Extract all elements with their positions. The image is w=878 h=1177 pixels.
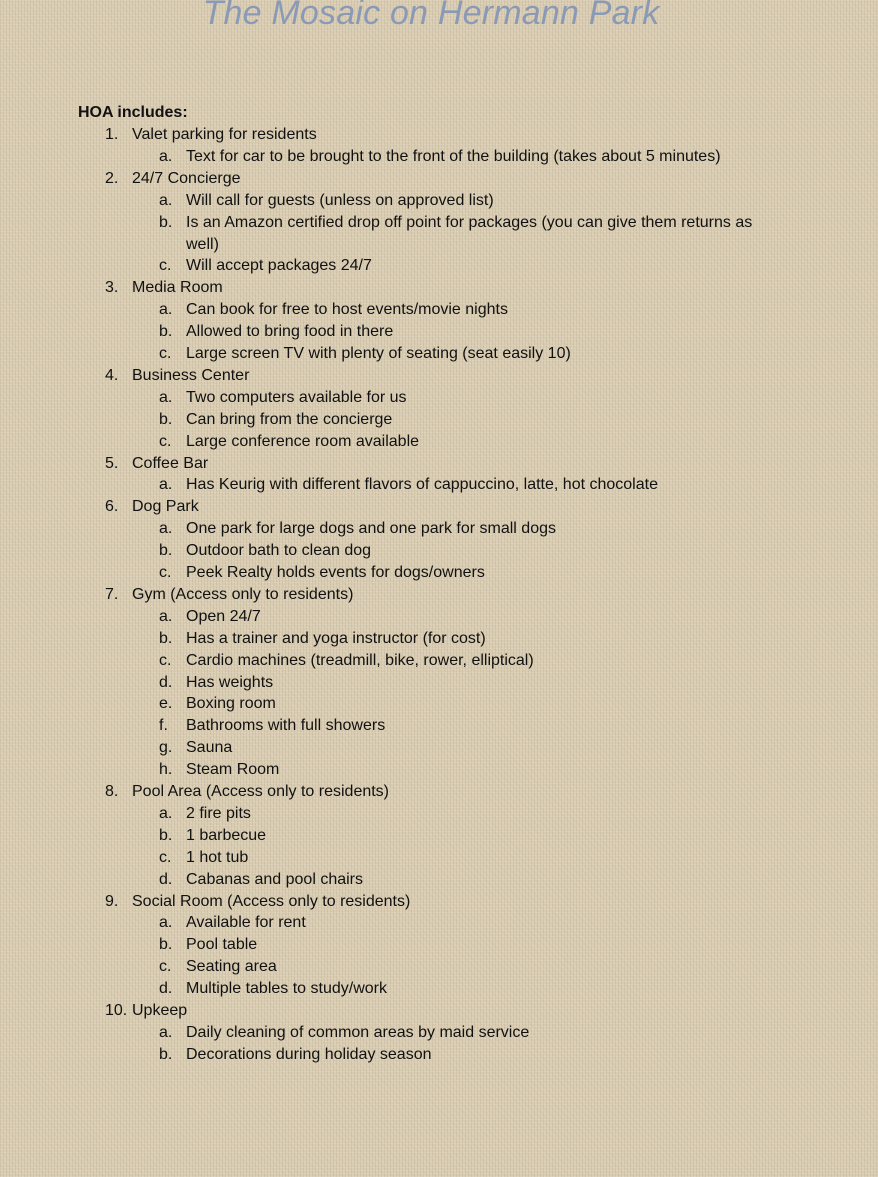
list-item-label: Pool Area (Access only to residents) — [132, 783, 390, 801]
sub-list-item-letter: d. — [159, 870, 173, 888]
sub-list-item — [0, 672, 878, 694]
sub-list-item — [0, 255, 878, 277]
section-heading: HOA includes: — [78, 104, 188, 121]
sub-list-item — [0, 978, 878, 1000]
sub-list-item-text: Bathrooms with full showers — [186, 717, 386, 735]
sub-list-item — [0, 343, 878, 365]
sub-list-item-text: Sauna — [186, 739, 233, 757]
sub-list-item-letter: a. — [159, 301, 173, 319]
list-item-row — [0, 781, 878, 803]
sub-list-item-letter: b. — [159, 936, 173, 954]
sub-list-item — [0, 1022, 878, 1044]
list-item — [0, 168, 878, 278]
sub-list-item — [0, 387, 878, 409]
list-item-number: 7. — [105, 585, 119, 603]
list-item-label: Dog Park — [132, 498, 199, 516]
list-item-row — [0, 453, 878, 475]
sub-list-item — [0, 190, 878, 212]
sub-list-item-text: Two computers available for us — [186, 388, 407, 406]
list-item-row — [0, 496, 878, 518]
sub-list-item-text: Boxing room — [186, 695, 276, 713]
sub-list-item — [0, 146, 878, 168]
sub-list-item — [0, 606, 878, 628]
list-item-number: 5. — [105, 454, 119, 472]
sub-list-item — [0, 431, 878, 453]
list-item-number: 6. — [105, 498, 119, 516]
sub-list-item-letter: a. — [159, 147, 173, 165]
sub-list-item-text: Daily cleaning of common areas by maid service — [186, 1024, 530, 1041]
list-item-label: Coffee Bar — [132, 454, 209, 472]
sub-list-item-text: Available for rent — [186, 914, 306, 932]
list-item — [0, 584, 878, 781]
list-item-row — [0, 1000, 878, 1022]
list-item-number: 2. — [105, 169, 119, 187]
list-item-number: 3. — [105, 279, 119, 297]
sub-list-item-letter: h. — [159, 761, 173, 779]
list-item — [0, 453, 878, 497]
page-title: The Mosaic on Hermann Park — [202, 0, 660, 32]
sub-list-item-letter: a. — [159, 388, 173, 406]
list-item-row — [0, 584, 878, 606]
sub-list-item-text: One park for large dogs and one park for small dogs — [186, 520, 556, 538]
list-item-label: Business Center — [132, 366, 250, 384]
list-item — [0, 1000, 878, 1066]
list-item — [0, 891, 878, 1001]
list-item-label: Upkeep — [132, 1002, 188, 1020]
sub-list-item-text: Open 24/7 — [186, 607, 261, 625]
sub-list-item-text: Steam Room — [186, 761, 280, 779]
sub-list-item — [0, 540, 878, 562]
sub-list-item — [0, 693, 878, 715]
sub-list-item — [0, 869, 878, 891]
sub-list-item-letter: a. — [159, 607, 173, 625]
sub-list-item-text: 1 barbecue — [186, 826, 267, 844]
amenities-list — [0, 124, 878, 1066]
sub-list-item-letter: a. — [159, 804, 173, 822]
sub-list-item-letter: b. — [159, 826, 173, 844]
sub-list-item-text: Seating area — [186, 958, 277, 976]
sub-list-item — [0, 934, 878, 956]
sub-list-item-text: Can book for free to host events/movie nights — [186, 301, 508, 319]
sub-list-item-letter: f. — [159, 717, 168, 735]
sub-list-item-text: Pool table — [186, 936, 258, 954]
sub-list-item — [0, 956, 878, 978]
sub-list-item — [0, 1044, 878, 1066]
sub-list-item-letter: a. — [159, 520, 173, 538]
sub-list-item-letter: a. — [159, 1024, 173, 1041]
list-item — [0, 496, 878, 584]
list-item — [0, 277, 878, 365]
sub-list-item-letter: c. — [159, 848, 172, 866]
list-item-row — [0, 365, 878, 387]
list-item-row — [0, 168, 878, 190]
sub-list-item — [0, 518, 878, 540]
list-item-label: Gym (Access only to residents) — [132, 585, 354, 603]
sub-list-item-text: Can bring from the concierge — [186, 410, 393, 428]
list-item-label: 24/7 Concierge — [132, 169, 241, 187]
sub-list-item-letter: c. — [159, 564, 172, 582]
sub-list-item-letter: d. — [159, 673, 173, 691]
sub-list-item — [0, 409, 878, 431]
sub-list-item — [0, 803, 878, 825]
list-item-number: 8. — [105, 783, 119, 801]
sub-list-item-text: Outdoor bath to clean dog — [186, 542, 372, 560]
sub-list-item — [0, 212, 878, 256]
sub-list-item-text: Decorations during holiday season — [186, 1045, 432, 1063]
sub-list-item — [0, 321, 878, 343]
sub-list-item-letter: c. — [159, 651, 172, 669]
sub-list-item — [0, 299, 878, 321]
sub-list-item-text: Has a trainer and yoga instructor (for cost) — [186, 629, 486, 647]
list-item-label: Media Room — [132, 279, 223, 297]
sub-list-item-text: 2 fire pits — [186, 804, 251, 822]
list-item — [0, 781, 878, 891]
sub-list-item-letter: a. — [159, 914, 173, 932]
sub-list-item-letter: c. — [159, 958, 172, 976]
sub-list-item-text: Has Keurig with different flavors of cappuccino, latte, hot chocolate — [186, 476, 658, 494]
list-item-number: 10. — [105, 1002, 128, 1020]
list-item-row — [0, 277, 878, 299]
sub-list-item-letter: b. — [159, 1045, 173, 1063]
sub-list-item-text: Will accept packages 24/7 — [186, 257, 372, 275]
list-item-row — [0, 124, 878, 146]
sub-list-item-text: Text for car to be brought to the front of the building (takes about 5 minutes) — [186, 147, 721, 165]
sub-list-item-letter: c. — [159, 432, 172, 450]
list-item-number: 4. — [105, 366, 119, 384]
sub-list-item — [0, 474, 878, 496]
list-item-label: Valet parking for residents — [132, 126, 317, 143]
sub-list-item-letter: b. — [159, 410, 173, 428]
sub-list-item-letter: b. — [159, 213, 173, 231]
sub-list-item-letter: a. — [159, 476, 173, 494]
sub-list-item-letter: c. — [159, 257, 172, 275]
sub-list-item — [0, 628, 878, 650]
sub-list-item-letter: a. — [159, 191, 173, 209]
sub-list-item — [0, 715, 878, 737]
sub-list-item-letter: c. — [159, 345, 172, 363]
sub-list-item-letter: d. — [159, 980, 173, 998]
list-item-number: 9. — [105, 892, 119, 910]
sub-list-item-text: Allowed to bring food in there — [186, 323, 394, 341]
sub-list-item-letter: b. — [159, 323, 173, 341]
sub-list-item-text: Is an Amazon certified drop off point for packages (you can give them returns as well) — [186, 213, 753, 253]
sub-list-item-text: Large conference room available — [186, 432, 420, 450]
sub-list-item-text: 1 hot tub — [186, 848, 249, 866]
list-item-row — [0, 891, 878, 913]
sub-list-item-text: Large screen TV with plenty of seating (seat easily 10) — [186, 345, 571, 363]
sub-list-item-text: Has weights — [186, 673, 274, 691]
list-item — [0, 124, 878, 168]
sub-list-item-letter: g. — [159, 739, 173, 757]
sub-list-item-text: Multiple tables to study/work — [186, 980, 387, 998]
sub-list-item — [0, 847, 878, 869]
sub-list-item — [0, 562, 878, 584]
sub-list-item — [0, 759, 878, 781]
sub-list-item — [0, 912, 878, 934]
list-item-label: Social Room (Access only to residents) — [132, 892, 411, 910]
sub-list-item-text: Peek Realty holds events for dogs/owners — [186, 564, 485, 582]
sub-list-item-text: Cardio machines (treadmill, bike, rower, elliptical) — [186, 651, 534, 669]
sub-list-item-text: Cabanas and pool chairs — [186, 870, 364, 888]
list-item-number: 1. — [105, 126, 119, 143]
sub-list-item — [0, 650, 878, 672]
sub-list-item — [0, 737, 878, 759]
sub-list-item-letter: b. — [159, 629, 173, 647]
list-item — [0, 365, 878, 453]
sub-list-item-letter: e. — [159, 695, 173, 713]
sub-list-item-letter: b. — [159, 542, 173, 560]
sub-list-item — [0, 825, 878, 847]
sub-list-item-text: Will call for guests (unless on approved list) — [186, 191, 494, 209]
